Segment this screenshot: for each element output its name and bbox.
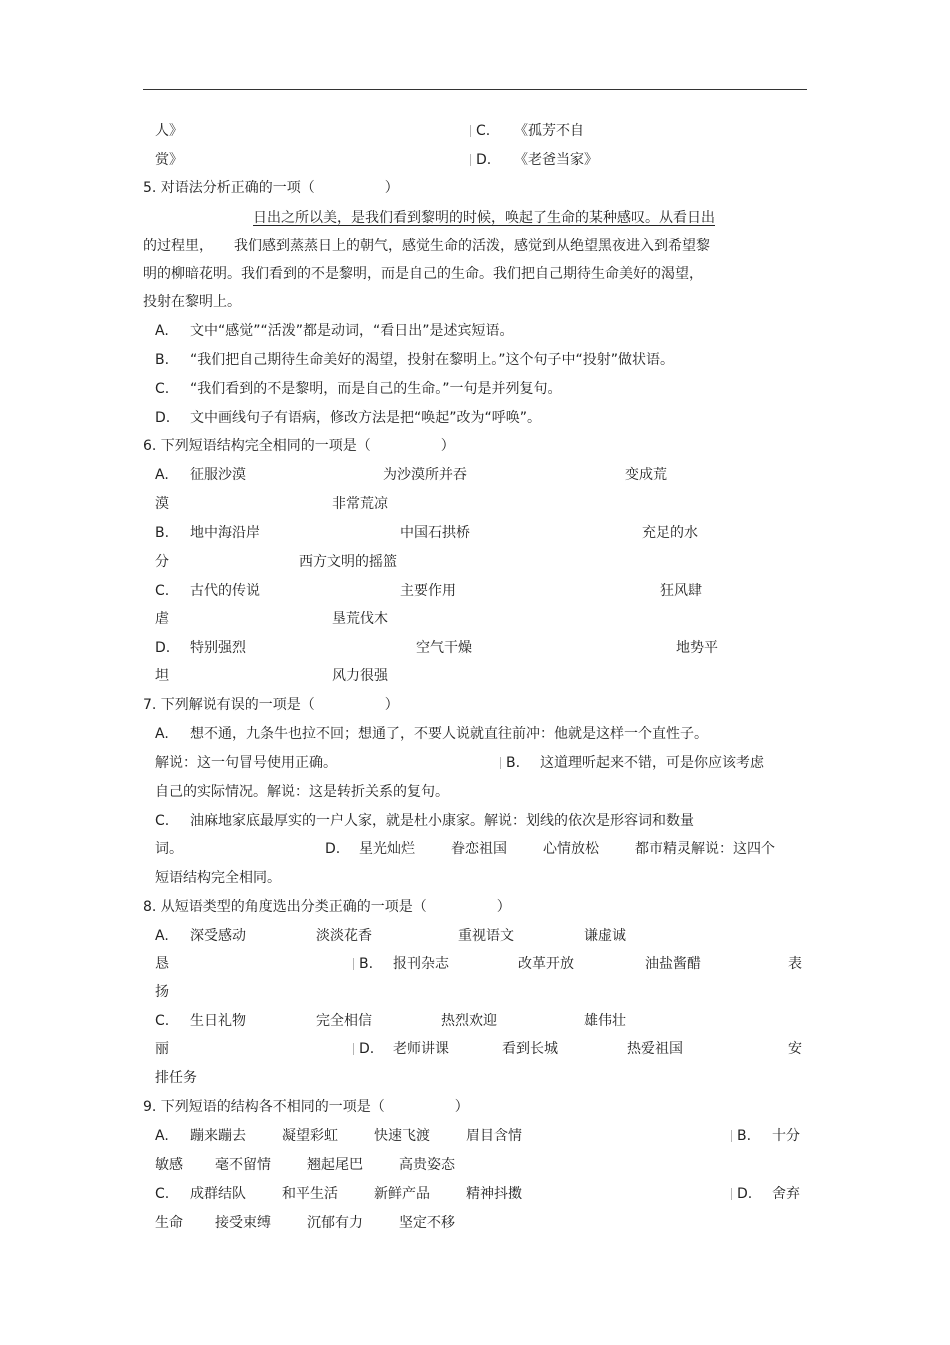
phrase-wrap: 坦: [155, 668, 169, 684]
option-label: D.: [737, 1186, 753, 1202]
option-label: A.: [155, 726, 169, 742]
phrase-wrap: 生命: [155, 1215, 183, 1231]
option-label: D.: [325, 841, 341, 857]
column-mark: [470, 154, 471, 166]
phrase-wrap: 虐: [155, 611, 169, 627]
phrase: 毫不留情: [215, 1157, 271, 1173]
prev-option-text: 人》: [155, 123, 183, 139]
option-label: A.: [155, 467, 169, 483]
question-8-stem: 8. 从短语类型的角度选出分类正确的一项是（ ）: [143, 899, 511, 915]
phrase: 谦虚诚: [584, 928, 626, 944]
phrase: 老师讲课: [393, 1041, 449, 1057]
phrase-wrap: 漠: [155, 496, 169, 512]
option-label: A.: [155, 323, 169, 339]
phrase: 地势平: [676, 640, 718, 656]
option-text: 自己的实际情况。解说：这是转折关系的复句。: [155, 784, 449, 800]
column-mark: [353, 958, 354, 970]
passage-line: 明的柳暗花明。我们看到的不是黎明，而是自己的生命。我们把自己期待生命美好的渴望，: [143, 266, 703, 282]
phrase: 星光灿烂: [359, 841, 415, 857]
phrase: 心情放松: [543, 841, 599, 857]
option-label: B.: [359, 956, 374, 972]
phrase: 坚定不移: [399, 1215, 455, 1231]
phrase: 西方文明的摇篮: [299, 554, 397, 570]
option-text: 想不通，九条牛也拉不回；想通了，不要人说就直往前冲：他就是这样一个直性子。: [190, 726, 708, 742]
phrase: 沉郁有力: [307, 1215, 363, 1231]
option-label: A.: [155, 928, 169, 944]
option-label: C.: [155, 813, 170, 829]
option-text: 油麻地家底最厚实的一户人家，就是杜小康家。解说：划线的依次是形容词和数量: [190, 813, 694, 829]
phrase: 特别强烈: [190, 640, 246, 656]
option-label: C.: [476, 123, 491, 139]
phrase: 看到长城: [502, 1041, 558, 1057]
phrase: 雄伟壮: [584, 1013, 626, 1029]
option-label: D.: [476, 152, 492, 168]
phrase: 高贵姿态: [399, 1157, 455, 1173]
option-text: 短语结构完全相同。: [155, 870, 281, 886]
phrase: 眷恋祖国: [451, 841, 507, 857]
question-9-stem: 9. 下列短语的结构各不相同的一项是（ ）: [143, 1099, 469, 1115]
option-text: 词。: [155, 841, 183, 857]
phrase: 精神抖擞: [466, 1186, 522, 1202]
phrase: 风力很强: [332, 668, 388, 684]
prev-option-text: 赏》: [155, 152, 183, 168]
option-text: 文中画线句子有语病，修改方法是把“唤起”改为“呼唤”。: [190, 410, 542, 426]
phrase: 热爱祖国: [627, 1041, 683, 1057]
phrase: 和平生活: [282, 1186, 338, 1202]
phrase: 重视语文: [458, 928, 514, 944]
phrase-wrap: 恳: [155, 956, 169, 972]
phrase: 十分: [772, 1128, 800, 1144]
question-7-stem: 7. 下列解说有误的一项是（ ）: [143, 697, 399, 713]
column-mark: [500, 757, 501, 769]
option-label: C.: [155, 1013, 170, 1029]
phrase: 凝望彩虹: [282, 1128, 338, 1144]
phrase: 眉目含情: [466, 1128, 522, 1144]
phrase: 新鲜产品: [374, 1186, 430, 1202]
phrase: 空气干燥: [416, 640, 472, 656]
phrase: 非常荒凉: [332, 496, 388, 512]
phrase: 为沙漠所并吞: [383, 467, 467, 483]
option-label: D.: [155, 640, 171, 656]
option-text: “我们把自己期待生命美好的渴望，投射在黎明上。”这个句子中“投射”做状语。: [190, 352, 675, 368]
phrase: 快速飞渡: [374, 1128, 430, 1144]
phrase: 舍弃: [772, 1186, 800, 1202]
option-text: “我们看到的不是黎明，而是自己的生命。”一句是并列复句。: [190, 381, 562, 397]
passage-line-underlined: 日出之所以美，是我们看到黎明的时候，唤起了生命的某种感叹。从看日出: [253, 210, 715, 226]
column-mark: [353, 1043, 354, 1055]
option-text: 文中“感觉”“活泼”都是动词，“看日出”是述宾短语。: [190, 323, 514, 339]
phrase: 狂风肆: [660, 583, 702, 599]
phrase: 报刊杂志: [393, 956, 449, 972]
option-label: C.: [155, 583, 170, 599]
phrase: 变成荒: [625, 467, 667, 483]
phrase: 成群结队: [190, 1186, 246, 1202]
question-6-stem: 6. 下列短语结构完全相同的一项是（ ）: [143, 438, 455, 454]
phrase-wrap: 丽: [155, 1041, 169, 1057]
option-text: 《老爸当家》: [514, 152, 598, 168]
phrase: 表: [788, 956, 802, 972]
passage-line: 投射在黎明上。: [143, 294, 241, 310]
phrase: 充足的水: [642, 525, 698, 541]
phrase: 热烈欢迎: [441, 1013, 497, 1029]
phrase: 地中海沿岸: [190, 525, 260, 541]
phrase: 安: [788, 1041, 802, 1057]
phrase-wrap: 敏感: [155, 1157, 183, 1173]
option-text: 《孤芳不自: [514, 123, 584, 139]
option-text: 解说：这一句冒号使用正确。: [155, 755, 337, 771]
phrase: 淡淡花香: [316, 928, 372, 944]
column-mark: [470, 125, 471, 137]
option-label: B.: [155, 525, 170, 541]
phrase: 征服沙漠: [190, 467, 246, 483]
phrase: 油盐酱醋: [645, 956, 701, 972]
column-mark: [731, 1130, 732, 1142]
phrase: 完全相信: [316, 1013, 372, 1029]
phrase: 古代的传说: [190, 583, 260, 599]
option-label: B.: [737, 1128, 752, 1144]
phrase: 中国石拱桥: [400, 525, 470, 541]
header-rule: [143, 89, 807, 90]
phrase: 垦荒伐木: [332, 611, 388, 627]
phrase: 深受感动: [190, 928, 246, 944]
phrase: 改革开放: [518, 956, 574, 972]
phrase: 接受束缚: [215, 1215, 271, 1231]
option-label: C.: [155, 1186, 170, 1202]
phrase: 都市精灵解说：这四个: [635, 841, 775, 857]
phrase: 主要作用: [400, 583, 456, 599]
option-label: D.: [155, 410, 171, 426]
column-mark: [731, 1188, 732, 1200]
phrase: 生日礼物: [190, 1013, 246, 1029]
question-5-stem: 5. 对语法分析正确的一项（ ）: [143, 180, 399, 196]
phrase-wrap: 排任务: [155, 1070, 197, 1086]
option-label: B.: [155, 352, 170, 368]
phrase: 翘起尾巴: [307, 1157, 363, 1173]
option-label: C.: [155, 381, 170, 397]
option-label: B.: [506, 755, 521, 771]
option-label: D.: [359, 1041, 375, 1057]
passage-line: 的过程里， 我们感到蒸蒸日上的朝气，感觉生命的活泼，感觉到从绝望黑夜进入到希望黎: [143, 238, 710, 254]
phrase: 蹦来蹦去: [190, 1128, 246, 1144]
option-text: 这道理听起来不错，可是你应该考虑: [540, 755, 764, 771]
phrase-wrap: 扬: [155, 984, 169, 1000]
phrase-wrap: 分: [155, 554, 169, 570]
option-label: A.: [155, 1128, 169, 1144]
